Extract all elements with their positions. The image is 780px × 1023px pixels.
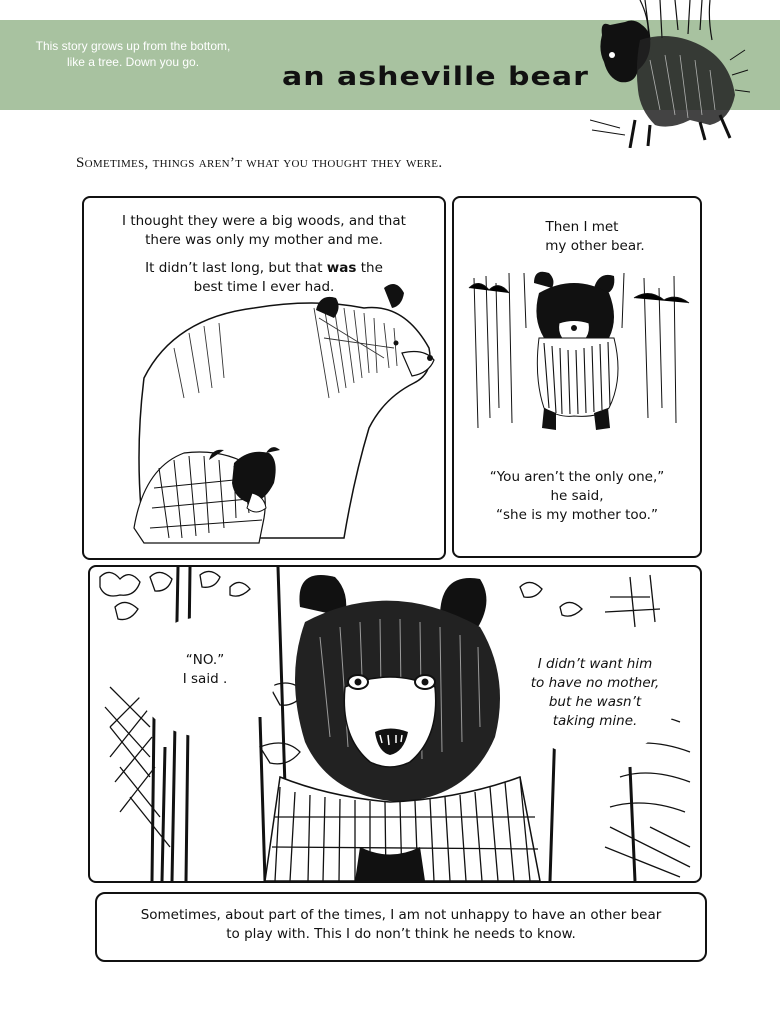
panel-2-top-text xyxy=(502,218,662,256)
intro-line-2: like a tree. Down you go. xyxy=(66,55,200,69)
panel-3-right-line-2: to have no mother, xyxy=(530,675,660,691)
panel-4-line-2: to play with. This I do non’t think he needs to know. xyxy=(226,926,576,942)
page-title: an asheville bear xyxy=(282,62,589,92)
panel-1-line-3-emphasis: was xyxy=(326,260,357,276)
panel-1-line-1: I thought they were a big woods, and that xyxy=(122,213,406,229)
panel-2 xyxy=(452,196,702,558)
other-bear-illustration xyxy=(464,268,694,448)
panel-2-top-line-2: my other bear. xyxy=(545,238,645,254)
panel-3-left-line-1: “NO.” xyxy=(185,652,225,668)
panel-4 xyxy=(95,892,707,962)
panel-1-text xyxy=(84,212,444,297)
panel-2-quote-line-1: “You aren’t the only one,” xyxy=(489,469,665,485)
corner-bear-illustration xyxy=(590,0,750,148)
panel-1-line-2: there was only my mother and me. xyxy=(145,232,383,248)
panel-4-line-1: Sometimes, about part of the times, I am not unhappy to have an other bear xyxy=(140,907,662,923)
panel-3-right-line-3: but he wasn’t xyxy=(548,694,642,710)
panel-3-right-line-4: taking mine. xyxy=(552,713,638,729)
panel-3-left-text xyxy=(135,651,275,689)
panel-3-right-text xyxy=(510,655,680,731)
panel-1-line-3-end: the xyxy=(356,260,383,276)
subheading: Sometimes, things aren’t what you thought they were. xyxy=(76,155,443,171)
panel-1-line-4: best time I ever had. xyxy=(193,279,335,295)
panel-1 xyxy=(82,196,446,560)
panel-3 xyxy=(88,565,702,883)
panel-3-left-line-2: I said . xyxy=(182,671,228,687)
panel-3-right-line-1: I didn’t want him xyxy=(537,656,653,672)
panel-2-quote xyxy=(454,468,700,525)
panel-1-line-3 xyxy=(84,259,444,278)
intro-text xyxy=(18,38,248,70)
panel-2-quote-line-3: “she is my mother too.” xyxy=(496,507,658,523)
panel-4-text xyxy=(97,906,705,944)
panel-2-top-line-1: Then I met xyxy=(545,219,619,235)
intro-line-1: This story grows up from the bottom, xyxy=(35,39,231,53)
panel-2-quote-line-2: he said, xyxy=(550,488,604,504)
panel-1-line-3-start: It didn’t last long, but that xyxy=(145,260,327,276)
